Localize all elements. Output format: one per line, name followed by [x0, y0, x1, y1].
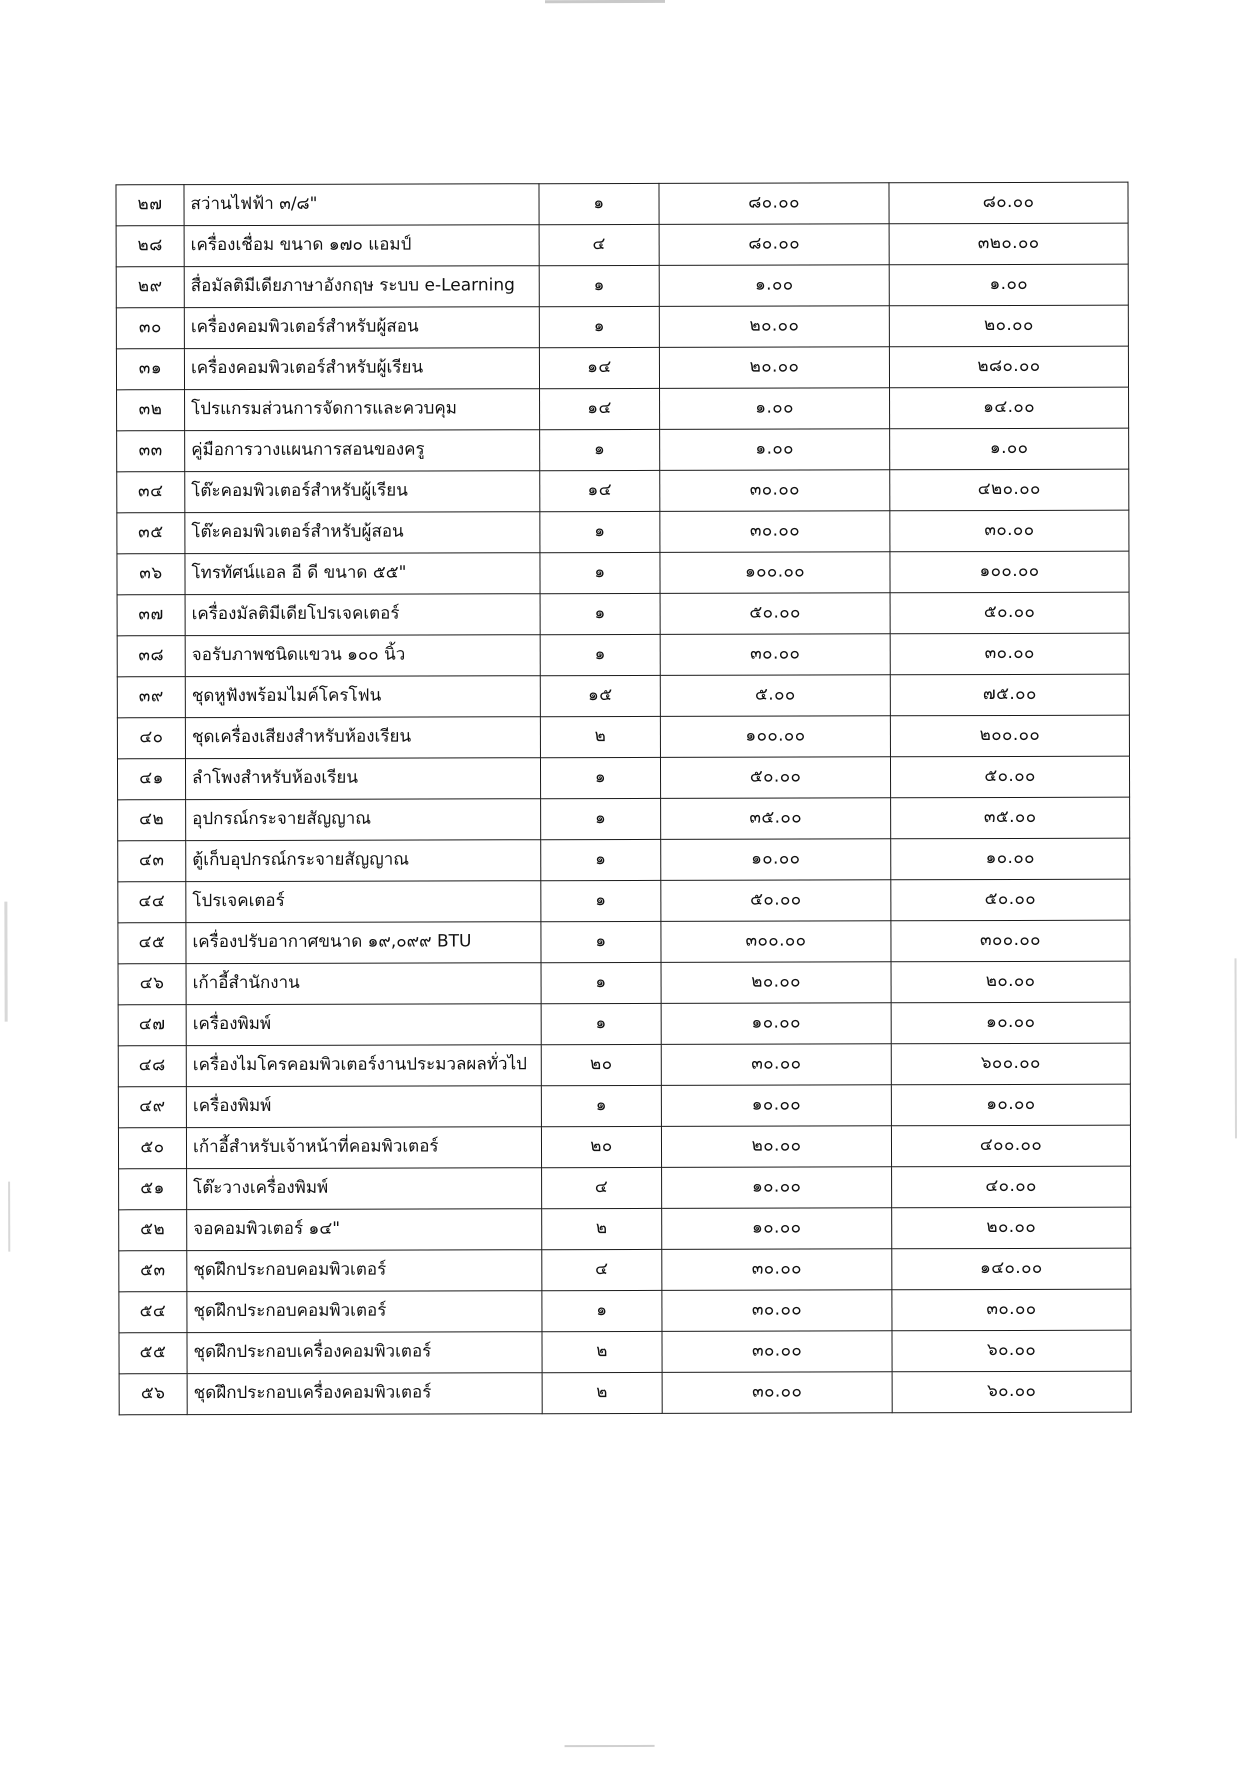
table-row: [117, 633, 1129, 677]
row-number: ๕๔: [119, 1292, 187, 1333]
row-number: ๒๘: [116, 226, 184, 267]
row-item: ลำโพงสำหรับห้องเรียน: [185, 758, 540, 800]
row-quantity: ๑๔: [540, 388, 660, 429]
row-number: ๔๒: [118, 800, 186, 841]
row-item: เครื่องพิมพ์: [186, 1004, 541, 1046]
table-row: [119, 1248, 1131, 1292]
row-item: ชุดเครื่องเสียงสำหรับห้องเรียน: [185, 717, 540, 759]
row-total: ๔๐๐.๐๐: [891, 1125, 1130, 1167]
row-quantity: ๑: [539, 183, 659, 224]
row-quantity: ๑: [540, 552, 660, 593]
row-total: ๔๐.๐๐: [892, 1166, 1131, 1208]
row-unit-price: ๕๐.๐๐: [661, 880, 891, 922]
row-unit-price: ๕๐.๐๐: [660, 757, 890, 799]
table-row: [116, 223, 1128, 267]
table-row: [119, 1330, 1131, 1374]
row-number: ๔๕: [118, 923, 186, 964]
row-unit-price: ๑.๐๐: [659, 265, 889, 307]
row-unit-price: ๑๐.๐๐: [661, 839, 891, 881]
row-number: ๒๙: [116, 267, 184, 308]
row-number: ๔๖: [118, 964, 186, 1005]
table-row: [117, 551, 1129, 595]
row-number: ๓๘: [117, 636, 185, 677]
row-number: ๔๔: [118, 882, 186, 923]
row-unit-price: ๓๐.๐๐: [660, 470, 890, 512]
scan-artifact-left-upper: [4, 902, 7, 1022]
row-item: สว่านไฟฟ้า ๓/๘": [184, 184, 539, 226]
row-quantity: ๑: [541, 880, 661, 921]
row-total: ๑๐.๐๐: [891, 1002, 1130, 1044]
row-item: ชุดฝึกประกอบเครื่องคอมพิวเตอร์: [187, 1373, 542, 1415]
row-total: ๑๔๐.๐๐: [892, 1248, 1131, 1290]
table-row: [118, 879, 1130, 923]
row-unit-price: ๘๐.๐๐: [659, 224, 889, 266]
row-item: ชุดฝึกประกอบคอมพิวเตอร์: [187, 1291, 542, 1333]
row-unit-price: ๓๐.๐๐: [661, 1044, 891, 1086]
row-total: ๓๐.๐๐: [890, 633, 1129, 675]
scan-artifact-right: [1235, 958, 1237, 1138]
row-number: ๓๖: [117, 554, 185, 595]
row-total: ๕๐.๐๐: [890, 592, 1129, 634]
row-number: ๕๓: [119, 1251, 187, 1292]
row-unit-price: ๓๐.๐๐: [662, 1372, 892, 1414]
row-unit-price: ๓๐.๐๐: [660, 511, 890, 553]
row-number: ๕๕: [119, 1333, 187, 1374]
row-number: ๕๖: [119, 1374, 187, 1415]
row-item: เครื่องเชื่อม ขนาด ๑๗๐ แอมป์: [184, 225, 539, 267]
row-number: ๓๕: [117, 513, 185, 554]
table-body: [116, 182, 1131, 1415]
row-total: ๓๐๐.๐๐: [891, 920, 1130, 962]
row-item: ตู้เก็บอุปกรณ์กระจายสัญญาณ: [186, 840, 541, 882]
row-quantity: ๒: [542, 1331, 662, 1372]
scan-artifact-left-lower: [8, 1182, 10, 1252]
row-quantity: ๒: [542, 1208, 662, 1249]
row-item: เครื่องมัลติมีเดียโปรเจคเตอร์: [185, 594, 540, 636]
row-number: ๓๗: [117, 595, 185, 636]
row-unit-price: ๑.๐๐: [660, 388, 890, 430]
row-quantity: ๑: [539, 265, 659, 306]
scan-artifact-top: [545, 0, 665, 3]
row-item: คู่มือการวางแผนการสอนของครู: [185, 430, 540, 472]
row-total: ๑๐.๐๐: [891, 1084, 1130, 1126]
row-quantity: ๒: [542, 1372, 662, 1413]
row-number: ๔๐: [117, 718, 185, 759]
row-quantity: ๑๕: [540, 675, 660, 716]
row-number: ๓๐: [116, 308, 184, 349]
row-quantity: ๑: [542, 1290, 662, 1331]
row-total: ๕๐.๐๐: [891, 879, 1130, 921]
row-total: ๓๕.๐๐: [891, 797, 1130, 839]
row-number: ๒๗: [116, 185, 184, 226]
row-unit-price: ๑๐.๐๐: [662, 1208, 892, 1250]
row-item: ชุดฝึกประกอบเครื่องคอมพิวเตอร์: [187, 1332, 542, 1374]
row-item: อุปกรณ์กระจายสัญญาณ: [186, 799, 541, 841]
table-row: [117, 592, 1129, 636]
scan-artifact-bottom: [565, 1745, 655, 1747]
row-total: ๓๒๐.๐๐: [889, 223, 1128, 265]
row-quantity: ๑: [541, 962, 661, 1003]
row-item: ชุดฝึกประกอบคอมพิวเตอร์: [187, 1250, 542, 1292]
row-quantity: ๑: [541, 1085, 661, 1126]
table-row: [118, 1043, 1130, 1087]
row-quantity: ๑: [540, 634, 660, 675]
row-number: ๓๔: [117, 472, 185, 513]
row-total: ๑.๐๐: [890, 428, 1129, 470]
table-row: [116, 346, 1128, 390]
row-number: ๔๗: [118, 1005, 186, 1046]
row-total: ๑๐.๐๐: [891, 838, 1130, 880]
row-unit-price: ๒๐.๐๐: [659, 347, 889, 389]
row-number: ๕๐: [118, 1128, 186, 1169]
row-item: เก้าอี้สำหรับเจ้าหน้าที่คอมพิวเตอร์: [186, 1127, 541, 1169]
row-total: ๔๒๐.๐๐: [890, 469, 1129, 511]
row-unit-price: ๑๐๐.๐๐: [660, 552, 890, 594]
row-item: เครื่องพิมพ์: [186, 1086, 541, 1128]
row-total: ๓๐.๐๐: [890, 510, 1129, 552]
table-row: [119, 1166, 1131, 1210]
row-quantity: ๑๔: [539, 347, 659, 388]
table-row: [116, 182, 1128, 226]
row-unit-price: ๓๕.๐๐: [661, 798, 891, 840]
table-row: [118, 797, 1130, 841]
row-total: ๒๐.๐๐: [891, 961, 1130, 1003]
row-unit-price: ๕๐.๐๐: [660, 593, 890, 635]
row-quantity: ๑: [541, 921, 661, 962]
row-quantity: ๑: [540, 757, 660, 798]
equipment-list-table: [115, 182, 1131, 1416]
row-unit-price: ๑๐.๐๐: [661, 1003, 891, 1045]
row-quantity: ๑: [541, 798, 661, 839]
row-unit-price: ๑๐.๐๐: [662, 1167, 892, 1209]
row-item: เครื่องคอมพิวเตอร์สำหรับผู้สอน: [184, 307, 539, 349]
row-item: เครื่องปรับอากาศขนาด ๑๙,๐๙๙ BTU: [186, 922, 541, 964]
row-number: ๓๓: [117, 431, 185, 472]
row-quantity: ๒: [540, 716, 660, 757]
row-total: ๖๐๐.๐๐: [891, 1043, 1130, 1085]
row-total: ๒๐.๐๐: [889, 305, 1128, 347]
row-total: ๓๐.๐๐: [892, 1289, 1131, 1331]
row-quantity: ๑: [541, 1003, 661, 1044]
row-number: ๓๙: [117, 677, 185, 718]
row-item: โปรเจคเตอร์: [186, 881, 541, 923]
table-row: [117, 469, 1129, 513]
row-unit-price: ๑.๐๐: [660, 429, 890, 471]
row-item: โต๊ะวางเครื่องพิมพ์: [187, 1168, 542, 1210]
row-item: โต๊ะคอมพิวเตอร์สำหรับผู้เรียน: [185, 471, 540, 513]
row-item: จอรับภาพชนิดแขวน ๑๐๐ นิ้ว: [185, 635, 540, 677]
table-row: [116, 264, 1128, 308]
table-row: [118, 1084, 1130, 1128]
table-row: [119, 1207, 1131, 1251]
table-row: [116, 305, 1128, 349]
row-unit-price: ๑๐๐.๐๐: [660, 716, 890, 758]
row-unit-price: ๓๐.๐๐: [662, 1290, 892, 1332]
row-quantity: ๑: [540, 511, 660, 552]
table-row: [119, 1289, 1131, 1333]
row-unit-price: ๒๐.๐๐: [661, 962, 891, 1004]
row-unit-price: ๒๐.๐๐: [659, 306, 889, 348]
row-total: ๒๐๐.๐๐: [890, 715, 1129, 757]
row-item: เก้าอี้สำนักงาน: [186, 963, 541, 1005]
row-unit-price: ๒๐.๐๐: [661, 1126, 891, 1168]
row-item: โทรทัศน์แอล อี ดี ขนาด ๕๕": [185, 553, 540, 595]
row-unit-price: ๓๐.๐๐: [660, 634, 890, 676]
table-row: [118, 1002, 1130, 1046]
row-total: ๒๘๐.๐๐: [889, 346, 1128, 388]
row-item: โต๊ะคอมพิวเตอร์สำหรับผู้สอน: [185, 512, 540, 554]
row-unit-price: ๕.๐๐: [660, 675, 890, 717]
row-item: สื่อมัลติมีเดียภาษาอังกฤษ ระบบ e-Learning: [184, 266, 539, 308]
table-row: [117, 428, 1129, 472]
row-unit-price: ๓๐.๐๐: [662, 1249, 892, 1291]
row-quantity: ๑: [540, 593, 660, 634]
row-unit-price: ๑๐.๐๐: [661, 1085, 891, 1127]
row-unit-price: ๓๐๐.๐๐: [661, 921, 891, 963]
row-total: ๖๐.๐๐: [892, 1371, 1131, 1413]
table-row: [119, 1371, 1131, 1415]
row-number: ๔๓: [118, 841, 186, 882]
row-item: เครื่องคอมพิวเตอร์สำหรับผู้เรียน: [184, 348, 539, 390]
table-row: [117, 510, 1129, 554]
row-total: ๘๐.๐๐: [889, 182, 1128, 224]
row-unit-price: ๘๐.๐๐: [659, 183, 889, 225]
row-number: ๕๑: [119, 1169, 187, 1210]
row-total: ๒๐.๐๐: [892, 1207, 1131, 1249]
row-total: ๗๕.๐๐: [890, 674, 1129, 716]
row-total: ๑.๐๐: [889, 264, 1128, 306]
row-quantity: ๑: [539, 306, 659, 347]
row-number: ๔๑: [117, 759, 185, 800]
row-item: โปรแกรมส่วนการจัดการและควบคุม: [185, 389, 540, 431]
table-row: [118, 920, 1130, 964]
row-quantity: ๔: [542, 1167, 662, 1208]
row-unit-price: ๓๐.๐๐: [662, 1331, 892, 1373]
row-item: เครื่องไมโครคอมพิวเตอร์งานประมวลผลทั่วไป: [186, 1045, 541, 1087]
row-quantity: ๒๐: [541, 1126, 661, 1167]
row-quantity: ๑๔: [540, 470, 660, 511]
table-row: [118, 961, 1130, 1005]
row-quantity: ๒๐: [541, 1044, 661, 1085]
row-number: ๔๙: [118, 1087, 186, 1128]
row-total: ๕๐.๐๐: [890, 756, 1129, 798]
row-quantity: ๔: [542, 1249, 662, 1290]
row-number: ๓๒: [117, 390, 185, 431]
row-quantity: ๑: [540, 429, 660, 470]
row-item: จอคอมพิวเตอร์ ๑๔": [187, 1209, 542, 1251]
row-total: ๑๔.๐๐: [890, 387, 1129, 429]
row-number: ๕๒: [119, 1210, 187, 1251]
row-quantity: ๔: [539, 224, 659, 265]
table-row: [118, 1125, 1130, 1169]
row-quantity: ๑: [541, 839, 661, 880]
table-row: [117, 715, 1129, 759]
row-total: ๖๐.๐๐: [892, 1330, 1131, 1372]
table-row: [118, 838, 1130, 882]
row-total: ๑๐๐.๐๐: [890, 551, 1129, 593]
table-row: [117, 387, 1129, 431]
table-row: [117, 674, 1129, 718]
row-item: ชุดหูฟังพร้อมไมค์โครโฟน: [185, 676, 540, 718]
row-number: ๔๘: [118, 1046, 186, 1087]
row-number: ๓๑: [116, 349, 184, 390]
table-row: [117, 756, 1129, 800]
